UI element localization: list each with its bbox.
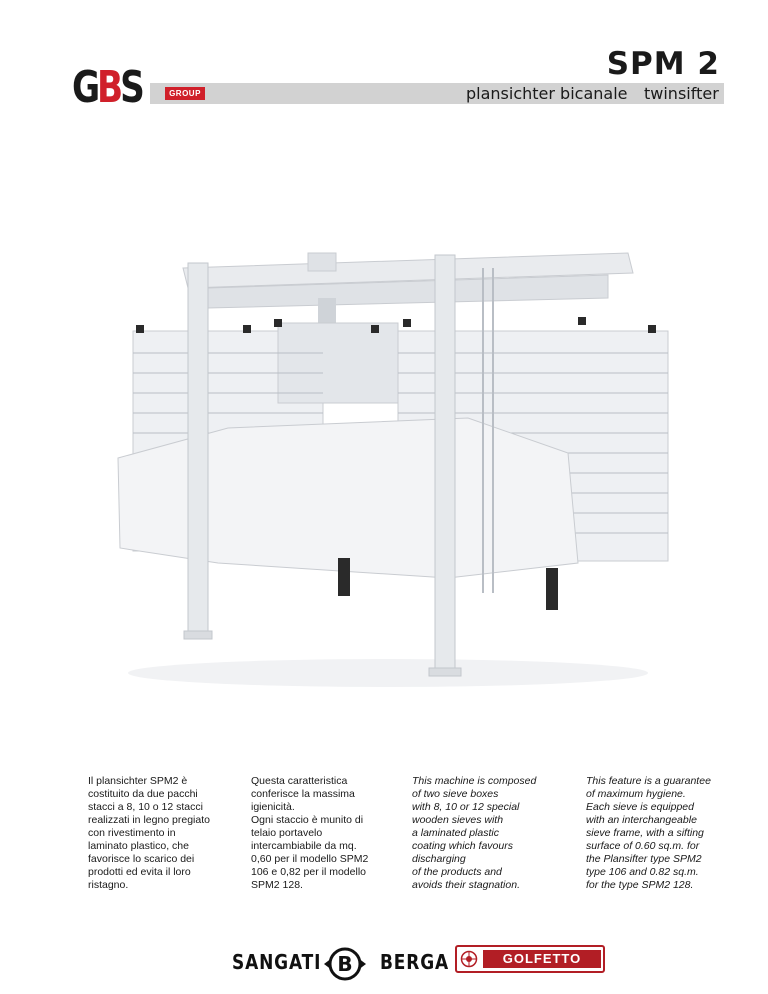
subtitle-italian: plansichter bicanale — [466, 84, 628, 103]
col4-line: Each sieve is equipped — [586, 801, 694, 813]
col3-line: of the products and — [412, 866, 502, 878]
col1-line: con rivestimento in — [88, 827, 176, 839]
col4-line: type 106 and 0.82 sq.m. — [586, 866, 699, 878]
col3-line: This machine is composed — [412, 775, 537, 787]
text-column-2 — [251, 775, 403, 892]
golfetto-gear-icon — [460, 950, 478, 968]
product-photo — [88, 213, 688, 713]
col3-line: discharging — [412, 853, 466, 865]
col4-line: surface of 0.60 sq.m. for — [586, 840, 700, 852]
subtitle-english: twinsifter — [644, 84, 719, 103]
gbs-logo — [72, 62, 212, 113]
col3-line: wooden sieves with — [412, 814, 504, 826]
col4-line: for the type SPM2 128. — [586, 879, 694, 891]
golfetto-label: GOLFETTO — [483, 950, 601, 968]
col3-line: coating which favours — [412, 840, 513, 852]
col2-line: Questa caratteristica — [251, 775, 348, 787]
col1-line: favorisce lo scarico dei — [88, 853, 195, 865]
col1-line: costituito da due pacchi — [88, 788, 198, 800]
col4-line: with an interchangeable — [586, 814, 697, 826]
col2-line: SPM2 128. — [251, 879, 303, 891]
brand-mark-letter: B — [337, 952, 353, 976]
col1-line: realizzati in legno pregiato — [88, 814, 210, 826]
col1-line: stacci a 8, 10 o 12 stacci — [88, 801, 203, 813]
logo-letters: GBS — [72, 62, 142, 113]
col2-line: igienicità. — [251, 801, 295, 813]
col2-line: conferisce la massima — [251, 788, 355, 800]
col1-line: prodotti ed evita il loro — [88, 866, 191, 878]
col3-line: of two sieve boxes — [412, 788, 499, 800]
col2-line: Ogni staccio è munito di — [251, 814, 364, 826]
col1-line: ristagno. — [88, 879, 129, 891]
col2-line: 106 e 0,82 per il modello — [251, 866, 366, 878]
col4-line: sieve frame, with a sifting — [586, 827, 704, 839]
col2-line: telaio portavelo — [251, 827, 323, 839]
col1-line: Il plansichter SPM2 è — [88, 775, 188, 787]
brand-golfetto — [455, 945, 605, 973]
brand-sangati: SANGATI — [232, 950, 322, 974]
col4-line: of maximum hygiene. — [586, 788, 686, 800]
col4-line: the Plansifter type SPM2 — [586, 853, 702, 865]
header-band — [150, 83, 724, 104]
col2-line: 0,60 per il modello SPM2 — [251, 853, 369, 865]
text-column-1 — [88, 775, 240, 892]
col2-line: intercambiabile da mq. — [251, 840, 357, 852]
text-column-3 — [412, 775, 564, 892]
col4-line: This feature is a guarantee — [586, 775, 711, 787]
col1-line: laminato plastico, che — [88, 840, 189, 852]
sangati-berga-b-icon — [322, 941, 368, 987]
col3-line: avoids their stagnation. — [412, 879, 520, 891]
logo-group-tag: GROUP — [165, 87, 205, 100]
model-title: SPM 2 — [606, 46, 720, 82]
text-column-4 — [586, 775, 738, 892]
col3-line: with 8, 10 or 12 special — [412, 801, 520, 813]
brand-berga: BERGA — [380, 950, 450, 974]
col3-line: a laminated plastic — [412, 827, 499, 839]
